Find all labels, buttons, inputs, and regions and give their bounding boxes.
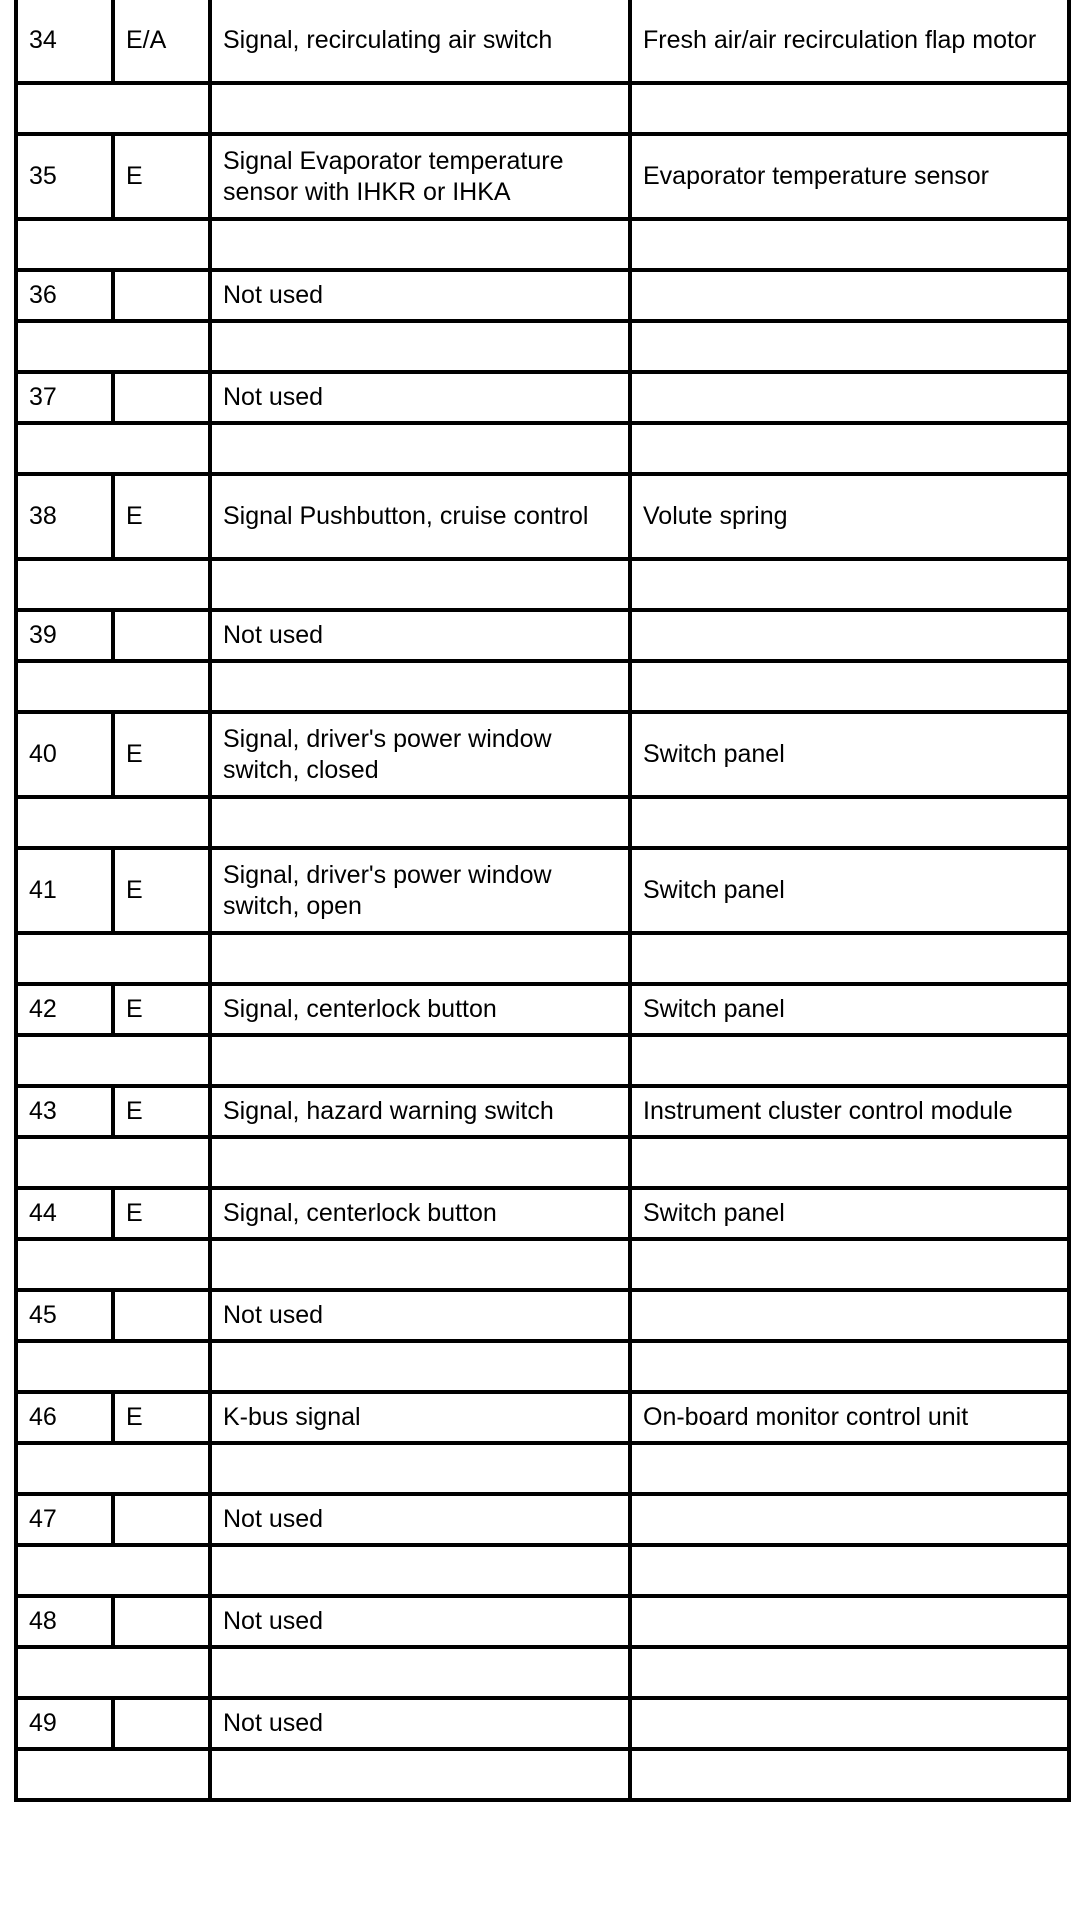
description-cell: Signal, driver's power window switch, closed bbox=[210, 712, 630, 797]
pin-row bbox=[16, 610, 1069, 661]
component-cell bbox=[630, 372, 1069, 423]
pin-row bbox=[16, 134, 1069, 219]
spacer-cell bbox=[210, 1137, 630, 1188]
signal-type-cell bbox=[113, 610, 210, 661]
signal-type-cell bbox=[113, 1596, 210, 1647]
description-cell: Not used bbox=[210, 372, 630, 423]
spacer-row bbox=[16, 83, 1069, 134]
spacer-cell bbox=[210, 1035, 630, 1086]
spacer-row bbox=[16, 423, 1069, 474]
pin-number-cell: 44 bbox=[16, 1188, 113, 1239]
spacer-row bbox=[16, 219, 1069, 270]
description-cell: Signal, recirculating air switch bbox=[210, 0, 630, 83]
spacer-cell bbox=[210, 559, 630, 610]
component-cell bbox=[630, 1698, 1069, 1749]
pin-number-cell: 34 bbox=[16, 0, 113, 83]
pin-row bbox=[16, 372, 1069, 423]
spacer-row bbox=[16, 1545, 1069, 1596]
spacer-cell bbox=[16, 1647, 210, 1698]
pin-table-body bbox=[16, 0, 1069, 1800]
spacer-cell bbox=[16, 321, 210, 372]
signal-type-cell bbox=[113, 1698, 210, 1749]
pin-row bbox=[16, 474, 1069, 559]
description-cell: Signal, driver's power window switch, open bbox=[210, 848, 630, 933]
pin-number-cell: 36 bbox=[16, 270, 113, 321]
pin-number-cell: 48 bbox=[16, 1596, 113, 1647]
spacer-cell bbox=[630, 1341, 1069, 1392]
description-cell: Not used bbox=[210, 1494, 630, 1545]
pin-row bbox=[16, 1188, 1069, 1239]
pin-number-cell: 43 bbox=[16, 1086, 113, 1137]
spacer-row bbox=[16, 1647, 1069, 1698]
signal-type-cell: E bbox=[113, 1392, 210, 1443]
spacer-cell bbox=[630, 1647, 1069, 1698]
spacer-cell bbox=[630, 219, 1069, 270]
signal-type-cell bbox=[113, 1290, 210, 1341]
description-cell: Not used bbox=[210, 270, 630, 321]
spacer-cell bbox=[630, 1545, 1069, 1596]
spacer-row bbox=[16, 933, 1069, 984]
description-cell: Signal Evaporator temperature sensor with IHKR or IHKA bbox=[210, 134, 630, 219]
component-cell: Switch panel bbox=[630, 712, 1069, 797]
signal-type-cell bbox=[113, 270, 210, 321]
spacer-row bbox=[16, 1137, 1069, 1188]
spacer-cell bbox=[630, 83, 1069, 134]
spacer-row bbox=[16, 1341, 1069, 1392]
spacer-cell bbox=[210, 1443, 630, 1494]
component-cell bbox=[630, 1290, 1069, 1341]
pin-row bbox=[16, 984, 1069, 1035]
spacer-cell bbox=[210, 83, 630, 134]
component-cell bbox=[630, 270, 1069, 321]
spacer-cell bbox=[16, 423, 210, 474]
spacer-cell bbox=[210, 797, 630, 848]
spacer-cell bbox=[630, 1035, 1069, 1086]
pin-row bbox=[16, 1086, 1069, 1137]
pin-number-cell: 39 bbox=[16, 610, 113, 661]
pin-row bbox=[16, 1290, 1069, 1341]
signal-type-cell: E bbox=[113, 848, 210, 933]
component-cell bbox=[630, 1596, 1069, 1647]
spacer-cell bbox=[210, 423, 630, 474]
pin-number-cell: 46 bbox=[16, 1392, 113, 1443]
spacer-row bbox=[16, 321, 1069, 372]
component-cell: Volute spring bbox=[630, 474, 1069, 559]
spacer-cell bbox=[16, 1443, 210, 1494]
signal-type-cell: E bbox=[113, 474, 210, 559]
spacer-cell bbox=[630, 1239, 1069, 1290]
spacer-cell bbox=[630, 559, 1069, 610]
component-cell: On-board monitor control unit bbox=[630, 1392, 1069, 1443]
spacer-cell bbox=[16, 661, 210, 712]
spacer-cell bbox=[16, 559, 210, 610]
spacer-cell bbox=[16, 1545, 210, 1596]
spacer-cell bbox=[16, 1035, 210, 1086]
spacer-cell bbox=[210, 321, 630, 372]
signal-type-cell: E bbox=[113, 712, 210, 797]
spacer-cell bbox=[210, 661, 630, 712]
spacer-cell bbox=[16, 797, 210, 848]
component-cell bbox=[630, 1494, 1069, 1545]
spacer-cell bbox=[630, 1137, 1069, 1188]
spacer-cell bbox=[630, 661, 1069, 712]
pin-row bbox=[16, 712, 1069, 797]
spacer-cell bbox=[16, 1239, 210, 1290]
signal-type-cell bbox=[113, 372, 210, 423]
spacer-cell bbox=[630, 423, 1069, 474]
pin-number-cell: 41 bbox=[16, 848, 113, 933]
spacer-cell bbox=[630, 1443, 1069, 1494]
signal-type-cell: E/A bbox=[113, 0, 210, 83]
spacer-cell bbox=[16, 1137, 210, 1188]
spacer-cell bbox=[16, 1341, 210, 1392]
spacer-cell bbox=[16, 1749, 210, 1800]
pin-row bbox=[16, 270, 1069, 321]
pin-row bbox=[16, 0, 1069, 83]
spacer-cell bbox=[630, 1749, 1069, 1800]
spacer-row bbox=[16, 559, 1069, 610]
signal-type-cell: E bbox=[113, 1086, 210, 1137]
description-cell: Signal Pushbutton, cruise control bbox=[210, 474, 630, 559]
signal-type-cell: E bbox=[113, 134, 210, 219]
spacer-cell bbox=[210, 1341, 630, 1392]
spacer-row bbox=[16, 1035, 1069, 1086]
spacer-cell bbox=[210, 1749, 630, 1800]
pin-number-cell: 45 bbox=[16, 1290, 113, 1341]
spacer-cell bbox=[210, 1545, 630, 1596]
spacer-cell bbox=[16, 83, 210, 134]
spacer-cell bbox=[630, 321, 1069, 372]
spacer-row bbox=[16, 661, 1069, 712]
pin-number-cell: 49 bbox=[16, 1698, 113, 1749]
pin-number-cell: 42 bbox=[16, 984, 113, 1035]
spacer-cell bbox=[630, 797, 1069, 848]
spacer-cell bbox=[210, 933, 630, 984]
pin-row bbox=[16, 1698, 1069, 1749]
component-cell: Switch panel bbox=[630, 1188, 1069, 1239]
description-cell: K-bus signal bbox=[210, 1392, 630, 1443]
spacer-cell bbox=[210, 219, 630, 270]
description-cell: Not used bbox=[210, 1596, 630, 1647]
description-cell: Signal, centerlock button bbox=[210, 984, 630, 1035]
spacer-cell bbox=[630, 933, 1069, 984]
description-cell: Not used bbox=[210, 610, 630, 661]
component-cell: Instrument cluster control module bbox=[630, 1086, 1069, 1137]
signal-type-cell: E bbox=[113, 1188, 210, 1239]
component-cell: Switch panel bbox=[630, 848, 1069, 933]
spacer-cell bbox=[16, 933, 210, 984]
pin-row bbox=[16, 1392, 1069, 1443]
description-cell: Not used bbox=[210, 1698, 630, 1749]
spacer-row bbox=[16, 797, 1069, 848]
component-cell: Switch panel bbox=[630, 984, 1069, 1035]
pin-row bbox=[16, 1596, 1069, 1647]
pin-number-cell: 40 bbox=[16, 712, 113, 797]
pin-row bbox=[16, 848, 1069, 933]
signal-type-cell: E bbox=[113, 984, 210, 1035]
spacer-cell bbox=[210, 1647, 630, 1698]
pin-row bbox=[16, 1494, 1069, 1545]
pin-number-cell: 38 bbox=[16, 474, 113, 559]
pin-assignment-table bbox=[14, 0, 1071, 1802]
spacer-cell bbox=[16, 219, 210, 270]
spacer-row bbox=[16, 1443, 1069, 1494]
component-cell: Fresh air/air recirculation flap motor bbox=[630, 0, 1069, 83]
description-cell: Signal, centerlock button bbox=[210, 1188, 630, 1239]
spacer-row bbox=[16, 1749, 1069, 1800]
description-cell: Not used bbox=[210, 1290, 630, 1341]
spacer-row bbox=[16, 1239, 1069, 1290]
pin-number-cell: 35 bbox=[16, 134, 113, 219]
spacer-cell bbox=[210, 1239, 630, 1290]
pin-number-cell: 47 bbox=[16, 1494, 113, 1545]
component-cell bbox=[630, 610, 1069, 661]
signal-type-cell bbox=[113, 1494, 210, 1545]
pin-number-cell: 37 bbox=[16, 372, 113, 423]
description-cell: Signal, hazard warning switch bbox=[210, 1086, 630, 1137]
component-cell: Evaporator temperature sensor bbox=[630, 134, 1069, 219]
